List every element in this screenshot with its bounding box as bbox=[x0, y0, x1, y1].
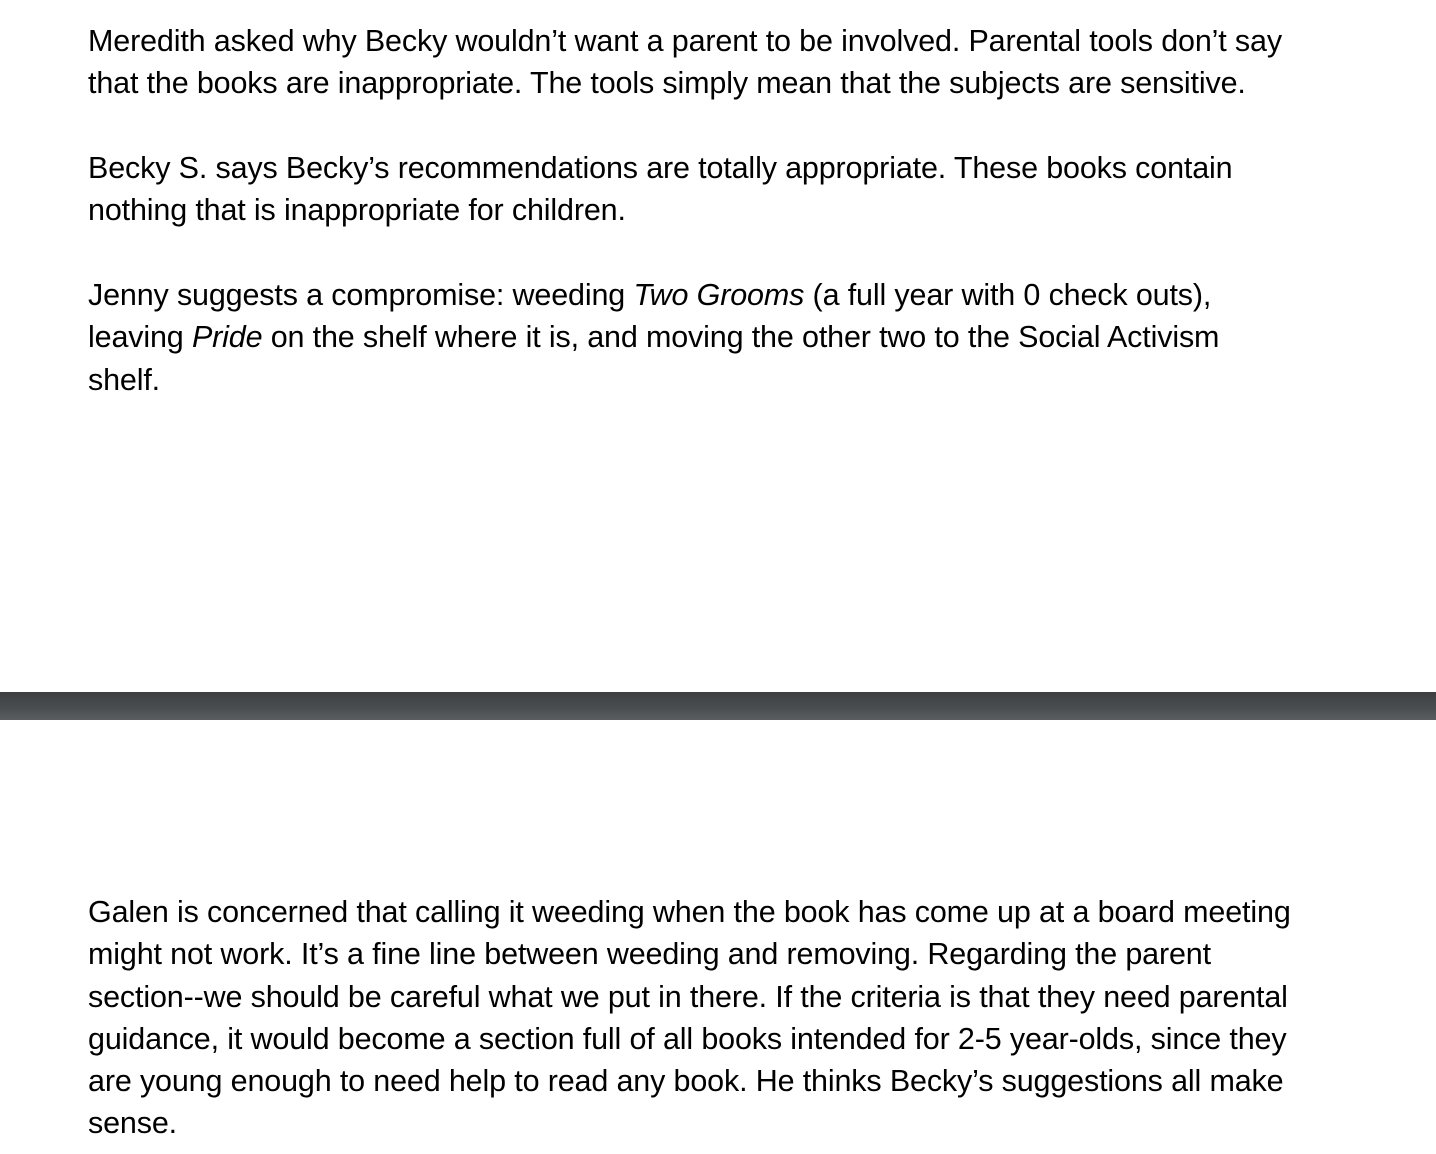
text-line: section--we should be careful what we put in there. If the criteria is that they need parental bbox=[88, 979, 1288, 1014]
text-segment: leaving bbox=[88, 320, 192, 355]
text-line: are young enough to need help to read any book. He thinks Becky’s suggestions all make bbox=[88, 1064, 1284, 1099]
text-segment: Jenny suggests a compromise: weeding bbox=[88, 278, 634, 312]
text-line: might not work. It’s a fine line between weeding and removing. Regarding the parent bbox=[88, 937, 1211, 972]
text-line bbox=[88, 274, 1388, 316]
text-line: Meredith asked why Becky wouldn’t want a parent to be involved. Parental tools don’t say bbox=[88, 24, 1282, 58]
text-line: Becky S. says Becky’s recommendations are totally appropriate. These books contain bbox=[88, 151, 1233, 185]
text-line: that the books are inappropriate. The tools simply mean that the subjects are sensitive. bbox=[88, 66, 1246, 101]
text-line: nothing that is inappropriate for children. bbox=[88, 193, 626, 228]
page-break-separator bbox=[0, 692, 1436, 720]
paragraph-galen bbox=[88, 891, 1388, 1145]
text-line: guidance, it would become a section full of all books intended for 2-5 year-olds, since they bbox=[88, 1021, 1287, 1056]
text-line: shelf. bbox=[88, 362, 160, 397]
text-line: Galen is concerned that calling it weeding when the book has come up at a board meeting bbox=[88, 895, 1291, 929]
paragraph-becky-s bbox=[88, 147, 1388, 232]
book-title-two-grooms: Two Grooms bbox=[633, 278, 805, 312]
text-line bbox=[88, 316, 1388, 358]
book-title-pride: Pride bbox=[191, 320, 263, 355]
text-line: sense. bbox=[88, 1106, 177, 1141]
paragraph-jenny bbox=[88, 274, 1388, 401]
text-segment: (a full year with 0 check outs), bbox=[804, 278, 1212, 312]
text-segment: on the shelf where it is, and moving the other two to the Social Activism bbox=[262, 320, 1220, 355]
paragraph-meredith bbox=[88, 20, 1388, 105]
document-page-bottom bbox=[0, 720, 1436, 1154]
